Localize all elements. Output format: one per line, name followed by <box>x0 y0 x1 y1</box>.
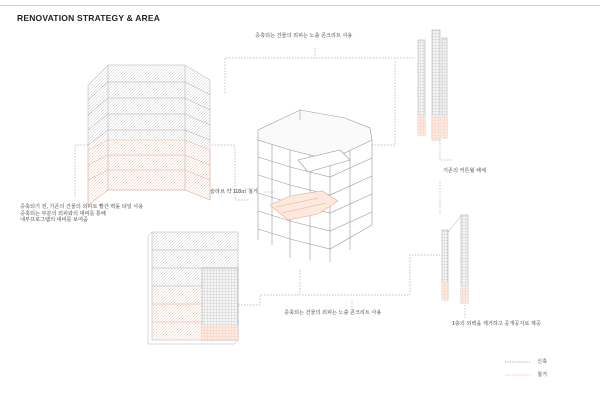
annotation-left <box>20 204 143 224</box>
annotation-curtain-wall: 기존의 커튼월 해체 <box>443 168 486 174</box>
ground-floor-wall-elements <box>442 215 468 303</box>
annotation-left-line-3: 내부프로그램의 대비를 보여줌 <box>20 217 89 224</box>
annotation-slab-removal: 슬라브 약 118㎡ 철거 <box>210 189 258 195</box>
annotation-ground-floor: 1층의 외벽을 제거하고 공개공지로 제공 <box>452 321 541 327</box>
facade-lower-left <box>148 232 238 344</box>
annotation-top: 증축되는 건물의 외피는 노출 콘크리트 사용 <box>255 33 353 39</box>
annotation-left-line-2: 증축되는 부분의 외피와의 대비를 통해 <box>20 210 106 217</box>
facade-upper-left <box>88 65 210 205</box>
legend-label-new: 신축 <box>537 359 548 365</box>
legend-label-demolition: 철거 <box>537 372 548 378</box>
curtain-wall-elements <box>418 30 447 140</box>
page-title: RENOVATION STRATEGY & AREA <box>17 13 161 23</box>
annotation-left-line-1: 증축되기 전, 기존의 건물의 외피로 빨간 벽돌 타일 사용 <box>20 204 144 210</box>
building-axonometric <box>258 110 372 262</box>
annotation-bottom: 증축되는 건물의 외피는 노출 콘크리트 사용 <box>284 310 382 316</box>
